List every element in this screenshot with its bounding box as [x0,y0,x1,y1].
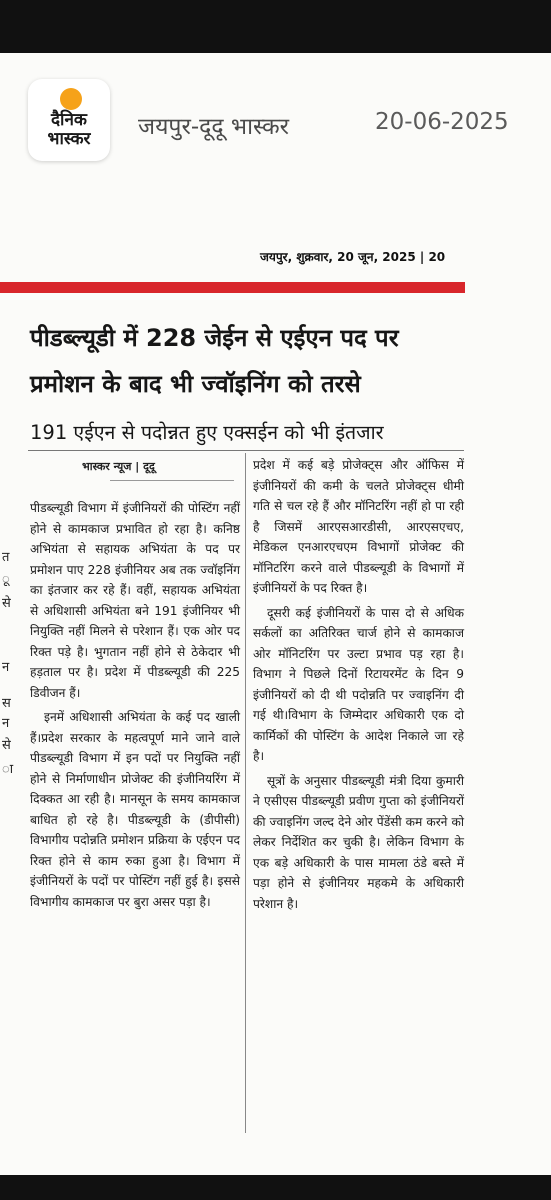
article-column-2 [253,455,464,914]
paragraph: दूसरी कई इंजीनियरों के पास दो से अधिक सर्कलों का अतिरिक्त चार्ज होने से कामकाज ओर मॉनिटरिंग पर उल्टा प्रभाव पड़ रहा है।विभाग ने पिछले दिनों रिटायरमेंट के दिन 9 इंजीनियरों को दी थी पदोन्नति पर ज्वाइनिंग दी गई थी।विभाग के जिम्मेदार अधिकारी एक दो कार्मिकों की पोस्टिंग के आदेश निकाले जा रहे है। [253,605,464,763]
byline-rule [110,480,234,481]
edition-date: 20-06-2025 [375,109,509,135]
edge-fragment: न [2,660,10,675]
edge-fragment: से [2,596,11,611]
top-status-bar [0,0,551,53]
dainik-bhaskar-logo [28,79,110,161]
edge-fragment: ू [2,572,10,587]
red-divider [0,282,465,293]
byline: भास्कर न्यूज | दूदू [82,460,155,473]
edge-fragment: न [2,716,10,731]
edge-fragment: से [2,738,11,753]
subheadline: 191 एईएन से पदोन्नत हुए एक्सईन को भी इंतजार [30,421,384,444]
paragraph: प्रदेश में कई बड़े प्रोजेक्ट्स और ऑफिस में इंजीनियरों की कमी के चलते प्रोजेक्ट्स धीमी गति से चल रहे हैं और मॉनिटरिंग नहीं हो पा रही है जिसमें आरएसआरडीसी, आरएसएचए, मेडिकल एनआरएचएम विभागों प्रोजेक्ट की मॉनिटरिंग करने वाले पीडब्ल्यूडी के विभागों में इंजीनियरों के पद रिक्त है। [253,458,464,595]
edge-fragment: ा [2,762,14,777]
edge-fragment: स [2,696,11,711]
logo-text-line1: दैनिक [51,110,87,130]
headline-line-2: प्रमोशन के बाद भी ज्वॉइनिंग को तरसे [30,370,361,398]
newspaper-clipping [0,53,551,1175]
paragraph: सूत्रों के अनुसार पीडब्ल्यूडी मंत्री दिया कुमारी ने एसीएस पीडब्ल्यूडी प्रवीण गुप्ता को इंजीनियरों की ज्वाइनिंग जल्द देने ओर पेंडेंसी कम करने को लेकर निर्देशित कर चुकी है। लेकिन विभाग के एक बड़े अधिकारी के पास मामला ठंडे बस्ते में पड़ा होने से इंजीनियर महकमे के अधिकारी परेशान है। [253,773,464,911]
paragraph: पीडब्ल्यूडी विभाग में इंजीनियरों की पोस्टिंग नहीं होने से कामकाज प्रभावित हो रहा है। कनिष्ठ अभियंता से सहायक अभियंता के पद पर प्रमोशन पाए 228 इंजीनियर अब तक ज्वॉइनिंग का इंतजार कर रहे हैं। वहीं, सहायक अभियंता से अधिशासी अभियंता बने 191 इंजीनियर भी नियुक्ति नहीं मिलने से परेशान हैं। एक ओर पद रिक्त पड़े है। भुगतान नहीं होने से ठेकेदार भी हड़ताल पर है। प्रदेश में पीडब्ल्यूडी की 225 डिवीजन हैं। [30,501,240,700]
paragraph: इनमें अधिशासी अभियंता के कई पद खाली हैं।प्रदेश सरकार के महत्वपूर्ण माने जाने वाले पीडब्ल्यूडी विभाग में इन पदों पर नियुक्ति नहीं होने से निर्माणाधीन प्रोजेक्ट की इंजीनियरिंग में दिक्कत आ रही है। मानसून के समय कामकाज बाधित हो रहे है। पीडब्ल्यूडी के (डीपीसी) विभागीय पदोन्नति प्रमोशन प्रक्रिया के एईएन पद रिक्त होने से काम रुका हुआ है। विभाग में इंजीनियरों के पदों पर पोस्टिंग नहीं हुई है। इससे विभागीय कामकाज पर बुरा असर पड़ा है। [30,710,240,909]
edition-name: जयपुर-दूदू भास्कर [138,114,290,140]
sun-icon [60,88,82,110]
logo-text-line2: भास्कर [47,129,91,149]
edge-fragment: त [2,550,10,565]
page-dateline: जयपुर, शुक्रवार, 20 जून, 2025 | 20 [260,250,446,264]
column-rule [245,453,246,1133]
headline-line-1: पीडब्ल्यूडी में 228 जेईन से एईएन पद पर [30,324,399,352]
headline-rule [28,450,464,451]
bottom-nav-bar [0,1175,551,1200]
article-column-1 [30,498,240,912]
